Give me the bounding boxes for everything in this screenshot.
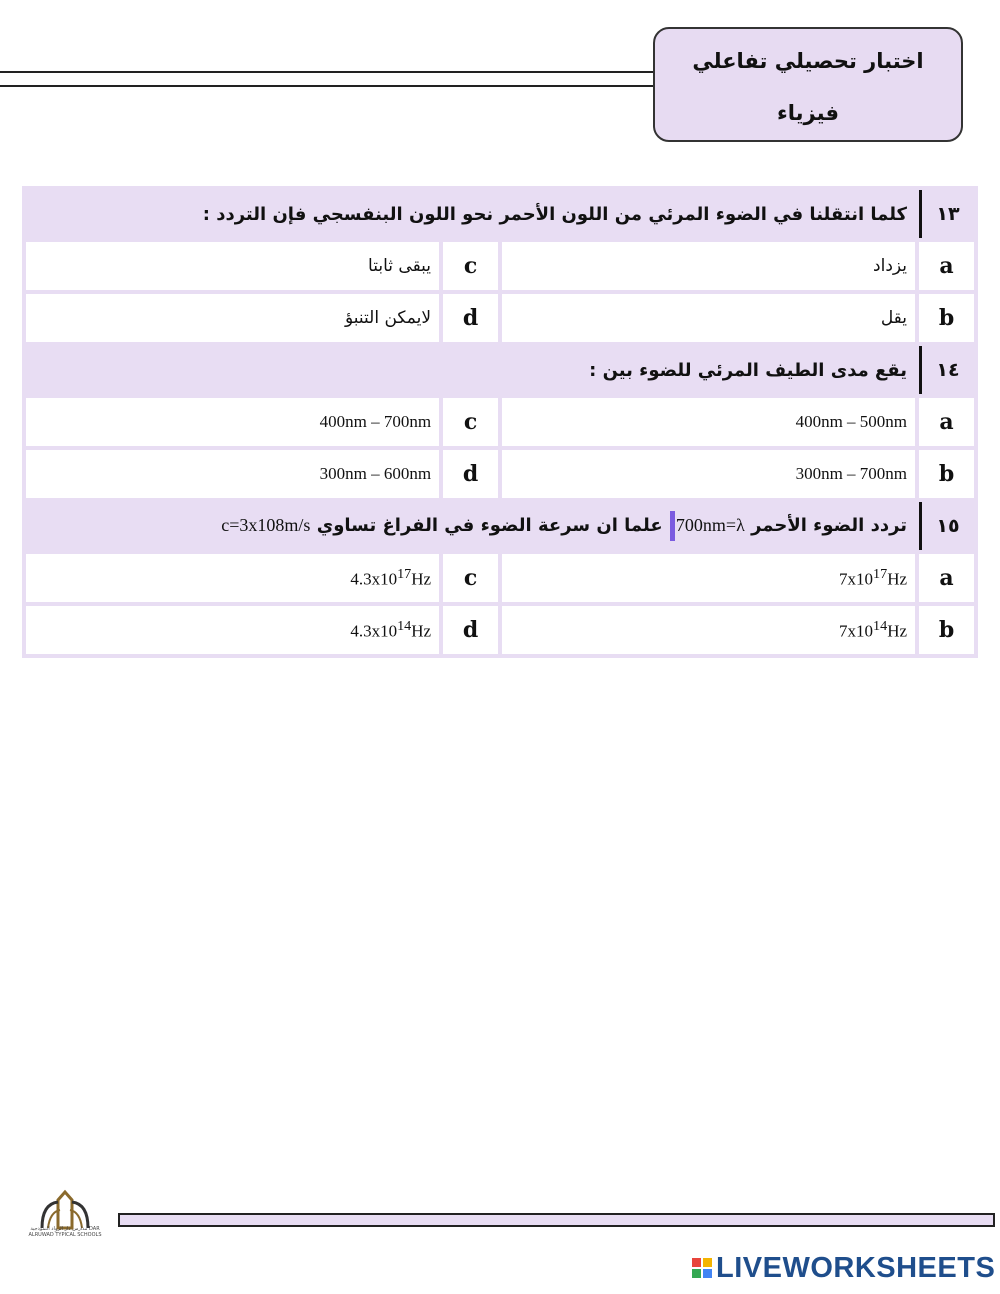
answer-row: [26, 450, 974, 498]
option-label-a: a: [919, 398, 974, 446]
brand-logo-icon: [692, 1258, 712, 1278]
questions-table: [22, 186, 978, 658]
question-text-part2: علما ان سرعة الضوء في الفراغ تساوي: [316, 515, 663, 536]
option-label-a: a: [919, 242, 974, 290]
option-label-b: b: [919, 294, 974, 342]
option-a[interactable]: $7x10^{17}Hz$: [502, 554, 915, 602]
option-b[interactable]: $7x10^{14}Hz$: [502, 606, 915, 654]
option-c[interactable]: 400nm – 700nm: [26, 398, 439, 446]
answer-row: [26, 294, 974, 342]
option-a[interactable]: 400nm – 500nm: [502, 398, 915, 446]
question-text-part1: تردد الضوء الأحمر: [751, 515, 908, 536]
option-label-b: b: [919, 450, 974, 498]
text-cursor: [670, 511, 675, 541]
option-b[interactable]: 300nm – 700nm: [502, 450, 915, 498]
title-box: [653, 27, 963, 142]
wavelength-formula: 700nm=λ: [675, 515, 745, 535]
question-number: ١٥: [919, 502, 974, 550]
option-label-d: d: [443, 606, 498, 654]
logo-text: مدارس دار الرواد النموذجية DAR ALRUWAD TYPICAL SCHOOLS: [28, 1226, 102, 1238]
option-label-d: d: [443, 294, 498, 342]
option-a[interactable]: يزداد: [502, 242, 915, 290]
option-label-d: d: [443, 450, 498, 498]
footer-rule: [118, 1213, 995, 1227]
option-d[interactable]: 300nm – 600nm: [26, 450, 439, 498]
question-text: كلما انتقلنا في الضوء المرئي من اللون الأحمر نحو اللون البنفسجي فإن التردد :: [26, 190, 915, 238]
answer-row: [26, 554, 974, 602]
answer-row: [26, 242, 974, 290]
answer-row: [26, 606, 974, 654]
answer-row: [26, 398, 974, 446]
option-d[interactable]: لايمكن التنبؤ: [26, 294, 439, 342]
option-label-a: a: [919, 554, 974, 602]
option-c[interactable]: يبقى ثابتا: [26, 242, 439, 290]
brand-name: LIVEWORKSHEETS: [716, 1251, 996, 1284]
page-title: اختبار تحصيلي تفاعلي: [692, 49, 924, 73]
option-d[interactable]: $4.3x10^{14}Hz$: [26, 606, 439, 654]
option-label-c: c: [443, 242, 498, 290]
question-row: [26, 502, 974, 550]
page-subtitle: فيزياء: [777, 101, 839, 125]
question-text: يقع مدى الطيف المرئي للضوء بين :: [26, 346, 915, 394]
liveworksheets-brand: [692, 1252, 995, 1284]
option-c[interactable]: $4.3x10^{17}Hz$: [26, 554, 439, 602]
option-b[interactable]: يقل: [502, 294, 915, 342]
option-label-c: c: [443, 554, 498, 602]
question-number: ١٤: [919, 346, 974, 394]
question-row: [26, 190, 974, 238]
header-rule: [0, 71, 662, 87]
question-number: ١٣: [919, 190, 974, 238]
question-row: [26, 346, 974, 394]
option-label-c: c: [443, 398, 498, 446]
question-text: [26, 502, 915, 550]
option-label-b: b: [919, 606, 974, 654]
speed-of-light: c=3x108m/s: [221, 515, 311, 535]
